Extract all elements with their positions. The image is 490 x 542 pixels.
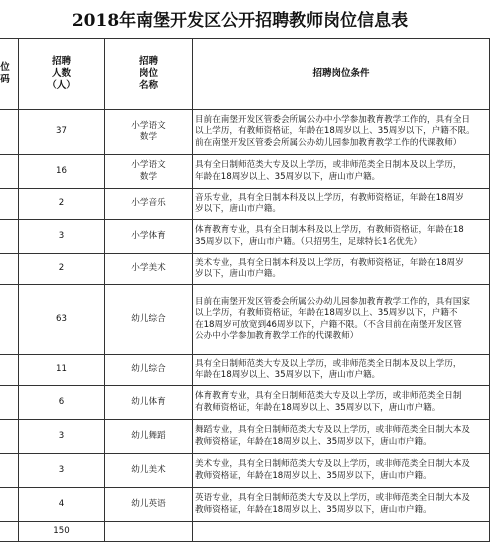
position-name-line: 小学语文 (131, 160, 166, 170)
total-code-cell (0, 522, 19, 542)
row-position-cell (105, 155, 193, 189)
table-row (0, 355, 490, 386)
row-position-cell (105, 488, 193, 522)
requirement-line: 教师资格证，年龄在18周岁以上、35周岁以下，唐山市户籍。 (195, 470, 432, 481)
requirement-line: 美术专业，具有全日制师范类大专及以上学历，或非师范类全日制大本及 (195, 459, 471, 469)
row-count-cell: 37 (19, 110, 105, 155)
row-count-cell: 3 (19, 454, 105, 488)
requirement-line: 英语专业，具有全日制师范类大专及以上学历，或非师范类全日制大本及 (195, 493, 471, 503)
requirement-line: 教师资格证，年龄在18周岁以上、35周岁以下，唐山市户籍。 (195, 436, 432, 447)
position-name-line: 幼儿综合 (131, 364, 166, 375)
row-code-cell (0, 386, 19, 420)
requirement-line: 有教师资格证，年龄在18周岁以上、35周岁以下，唐山市户籍。 (195, 402, 441, 413)
requirement-line: 年龄在18周岁以上、35周岁以下，唐山市户籍。 (195, 171, 381, 182)
requirement-line: 具有全日制师范类大专及以上学历，或非师范类全日制本及以上学历， (195, 160, 462, 170)
row-requirements-cell (193, 254, 490, 285)
position-name-line: 幼儿舞蹈 (131, 430, 166, 441)
row-requirements-cell (193, 155, 490, 189)
requirement-line: 岁以下，唐山市户籍。 (195, 204, 281, 214)
row-requirements-cell (193, 386, 490, 420)
row-code-cell (0, 285, 19, 355)
requirement-line: 体育教育专业，具有全日制师范类大专及以上学历，或非师范类全日制 (195, 391, 462, 401)
position-name-line: 幼儿美术 (131, 464, 166, 475)
row-code-cell (0, 220, 19, 254)
table-body (0, 110, 490, 542)
requirement-line: 具有全日制师范类大专及以上学历，或非师范类全日制本及以上学历， (195, 358, 462, 369)
row-position-cell (105, 420, 193, 454)
row-requirements-cell (193, 189, 490, 220)
table-row (0, 189, 490, 220)
header-requirements: 招聘岗位条件 (193, 39, 490, 110)
row-requirements-cell (193, 355, 490, 386)
row-code-cell (0, 454, 19, 488)
row-count-cell: 6 (19, 386, 105, 420)
table-row (0, 220, 490, 254)
requirement-line: 目前在南堡开发区管委会所属公办幼儿园参加教育教学工作的，具有国家 (195, 296, 471, 307)
row-code-cell (0, 155, 19, 189)
position-name-line: 小学语文 (131, 120, 166, 131)
row-code-cell (0, 420, 19, 454)
row-count-cell: 2 (19, 189, 105, 220)
position-name-line: 小学美术 (131, 263, 166, 274)
position-name-line: 幼儿体育 (131, 396, 166, 407)
requirement-line: 体育教育专业，具有全日制本科及以上学历，有教师资格证，年龄在18 (195, 225, 464, 235)
header-code: 位 码 (0, 39, 19, 110)
row-requirements-cell (193, 285, 490, 355)
total-position-cell (105, 522, 193, 542)
row-position-cell (105, 189, 193, 220)
row-count-cell: 16 (19, 155, 105, 189)
row-count-cell: 3 (19, 420, 105, 454)
requirement-line: 以上学历，有教师资格证，年龄在18周岁以上、35周岁以下，户籍不限。 (195, 126, 475, 137)
header-position: 招聘 岗位 名称 (105, 39, 193, 110)
requirement-line: 年龄在18周岁以上、35周岁以下，唐山市户籍。 (195, 370, 381, 380)
position-name-line: 小学音乐 (131, 198, 166, 209)
requirement-line: 公办中小学参加教育教学工作的代课教师） (195, 331, 359, 341)
requirement-line: 教师资格证，年龄在18周岁以上、35周岁以下，唐山市户籍。 (195, 504, 432, 515)
requirement-line: 音乐专业，具有全日制本科及以上学历，有教师资格证，年龄在18周岁 (195, 192, 464, 203)
requirement-line: 岁以下，唐山市户籍。 (195, 269, 281, 279)
row-count-cell: 4 (19, 488, 105, 522)
requirement-line: 以上学历，有教师资格证，年龄在18周岁以上、35周岁以下，户籍不 (195, 308, 458, 318)
row-position-cell (105, 355, 193, 386)
total-requirements-cell (193, 522, 490, 542)
header-count: 招聘 人数 （人） (19, 39, 105, 110)
table-row (0, 254, 490, 285)
row-code-cell (0, 254, 19, 285)
position-name-line: 数学 (139, 132, 158, 142)
row-code-cell (0, 488, 19, 522)
row-requirements-cell (193, 420, 490, 454)
requirement-line: 美术专业，具有全日制本科及以上学历，有教师资格证，年龄在18周岁 (195, 257, 464, 268)
row-position-cell (105, 220, 193, 254)
table-row (0, 454, 490, 488)
position-name-line: 数学 (139, 171, 158, 182)
requirement-line: 35周岁以下，唐山市户籍。（只招男生，足球特长1名优先） (195, 236, 422, 247)
total-count-cell: 150 (19, 522, 105, 542)
row-code-cell (0, 355, 19, 386)
requirement-line: 目前在南堡开发区管委会所属公办中小学参加教育教学工作的，具有全日 (195, 114, 471, 125)
requirement-line: 舞蹈专业，具有全日制师范类大专及以上学历，或非师范类全日制大本及 (195, 425, 471, 435)
row-requirements-cell (193, 110, 490, 155)
row-count-cell: 11 (19, 355, 105, 386)
page-title: 2018年南堡开发区公开招聘教师岗位信息表 (71, 11, 409, 31)
requirement-line: 在18周岁可放宽到46周岁以下，户籍不限。（不含目前在南堡开发区管 (195, 319, 462, 330)
table-row (0, 420, 490, 454)
table-row (0, 488, 490, 522)
position-name-line: 幼儿综合 (131, 313, 166, 324)
row-count-cell: 3 (19, 220, 105, 254)
row-requirements-cell (193, 220, 490, 254)
row-requirements-cell (193, 454, 490, 488)
requirement-line: 前在南堡开发区管委会所属公办幼儿园参加教育教学工作的代课教师） (195, 137, 462, 148)
table-row (0, 155, 490, 189)
row-count-cell: 2 (19, 254, 105, 285)
row-position-cell (105, 454, 193, 488)
position-name-line: 小学体育 (131, 230, 166, 241)
table-row (0, 110, 490, 155)
row-count-cell: 63 (19, 285, 105, 355)
position-name-line: 幼儿英语 (131, 498, 166, 509)
row-position-cell (105, 254, 193, 285)
row-position-cell (105, 386, 193, 420)
total-row (0, 522, 490, 542)
row-requirements-cell (193, 488, 490, 522)
row-position-cell (105, 285, 193, 355)
table-row (0, 386, 490, 420)
table-header-row (0, 39, 490, 110)
table-row (0, 285, 490, 355)
row-code-cell (0, 189, 19, 220)
row-code-cell (0, 110, 19, 155)
recruitment-table (0, 38, 490, 542)
row-position-cell (105, 110, 193, 155)
